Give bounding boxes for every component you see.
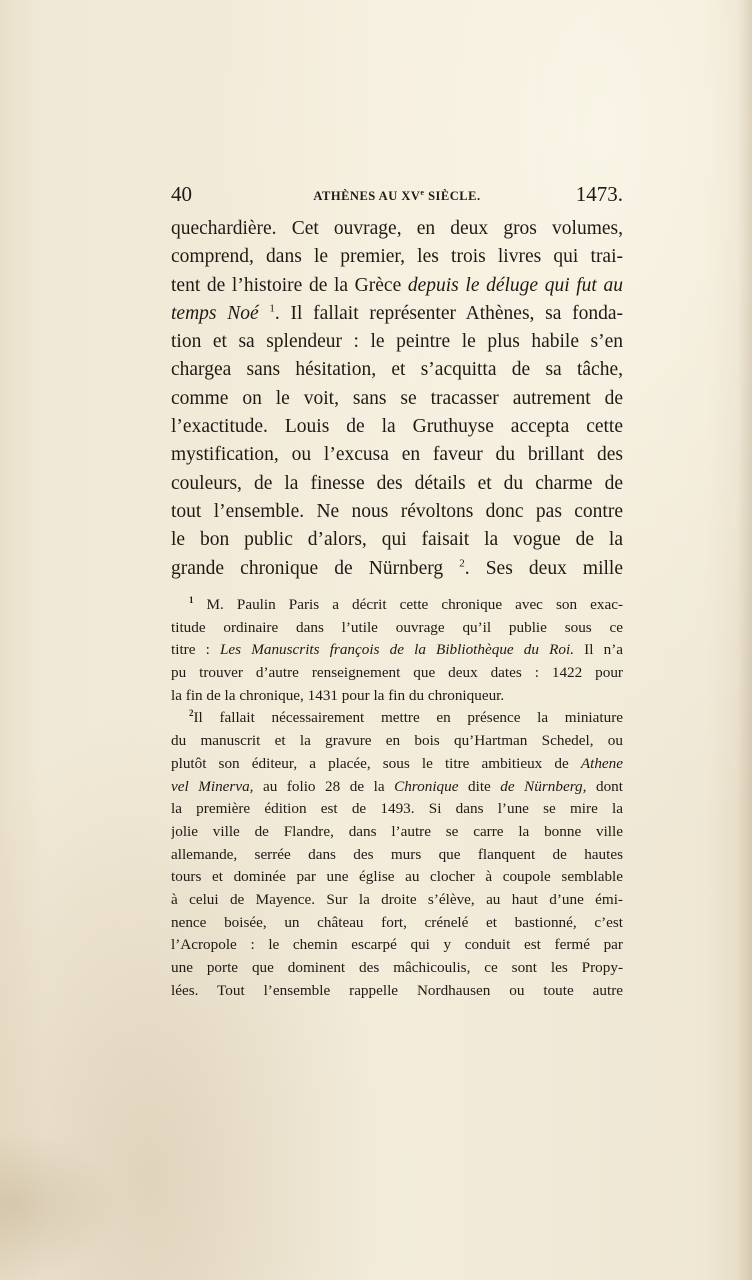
text-line: temps Noé $^1$. Il fallait représenter Athènes, sa fonda- (171, 302, 623, 324)
text-line: le bon public d’alors, qui faisait la vogue de la (171, 529, 623, 551)
footnote-line: lées. Tout l’ensemble rappelle Nordhausen ou toute autre (171, 981, 623, 999)
footnote-ref: 1 (269, 302, 275, 315)
text-line: mystification, ou l’excusa en faveur du brillant des (171, 444, 623, 466)
text-line: tout l’ensemble. Ne nous révoltons donc pas contre (171, 500, 623, 522)
footnotes (171, 594, 623, 1002)
text-line: comprend, dans le premier, les trois livres qui trai- (171, 246, 623, 268)
footnote-line: la fin de la chronique, 1431 pour la fin du chroniqueur. (171, 686, 505, 704)
text-line: comme on le voit, sans se tracasser autrement de (171, 387, 623, 409)
footnote-ref: 2 (459, 557, 465, 570)
text-line: chargea sans hésitation, et s’acquitta de sa tâche, (171, 359, 623, 381)
footnote-line: à celui de Mayence. Sur la droite s’élève, au haut d’une émi- (171, 890, 623, 908)
text-line: grande chronique de Nürnberg $^2$. Ses deux mille (171, 557, 623, 579)
text-line: tent de l’histoire de la Grèce depuis le déluge qui fut au (171, 274, 623, 296)
footnote-line: l’Acropole : le chemin escarpé qui y conduit est fermé par (171, 936, 623, 954)
paper-stain (0, 1130, 120, 1280)
footnote-line: pu trouver d’autre renseignement que deux dates : 1422 pour (171, 664, 623, 682)
footnote-line: du manuscrit et la gravure en bois qu’Hartman Schedel, ou (171, 732, 623, 750)
body-text (171, 215, 623, 583)
footnote-line: $^2$Il fallait nécessairement mettre en présence la miniature (189, 708, 623, 727)
footnote-line: plutôt son éditeur, a placée, sous le titre ambitieux de Athene (171, 754, 623, 772)
page-edge-shadow (738, 0, 752, 1280)
text-line: couleurs, de la finesse des détails et du charme de (171, 472, 623, 494)
page-number: 40 (171, 182, 192, 206)
footnote-line: allemande, serrée dans des murs que flanquent de hautes (171, 845, 623, 863)
footnote-mark: 1 (189, 594, 194, 605)
footnote-line: $^1$ M. Paulin Paris a décrit cette chronique avec son exac- (189, 594, 623, 613)
text-line: tion et sa splendeur : le peintre le plus habile s’en (171, 331, 623, 353)
footnote-line: vel Minerva, au folio 28 de la Chronique dite de Nürnberg, dont (171, 777, 623, 795)
footnote-line: la première édition est de 1493. Si dans l’une se mire la (171, 800, 623, 818)
text-line: quechardière. Cet ouvrage, en deux gros volumes, (171, 218, 623, 239)
footnote-line: nence boisée, un château fort, crénelé et bastionné, c’est (171, 913, 623, 931)
footnote-line: titude ordinaire dans l’utile ouvrage qu’il publie sous ce (171, 618, 623, 636)
footnote-line: une porte que dominent des mâchicoulis, ce sont les Propy- (171, 959, 623, 976)
running-header (171, 180, 623, 210)
header-year: 1473. (575, 182, 623, 206)
footnote-line: tours et dominée par une église au clocher à coupole semblable (171, 868, 623, 886)
footnote-line: jolie ville de Flandre, dans l’autre se carre la bonne ville (171, 822, 623, 840)
text-line: l’exactitude. Louis de la Gruthuyse accepta cette (171, 416, 623, 438)
footnote-line: titre : Les Manuscrits françois de la Bibliothèque du Roi. Il n’a (171, 641, 623, 659)
footnote-mark: 2 (189, 708, 194, 719)
running-title: ATHÈNES AU XVe SIÈCLE. (313, 188, 481, 204)
